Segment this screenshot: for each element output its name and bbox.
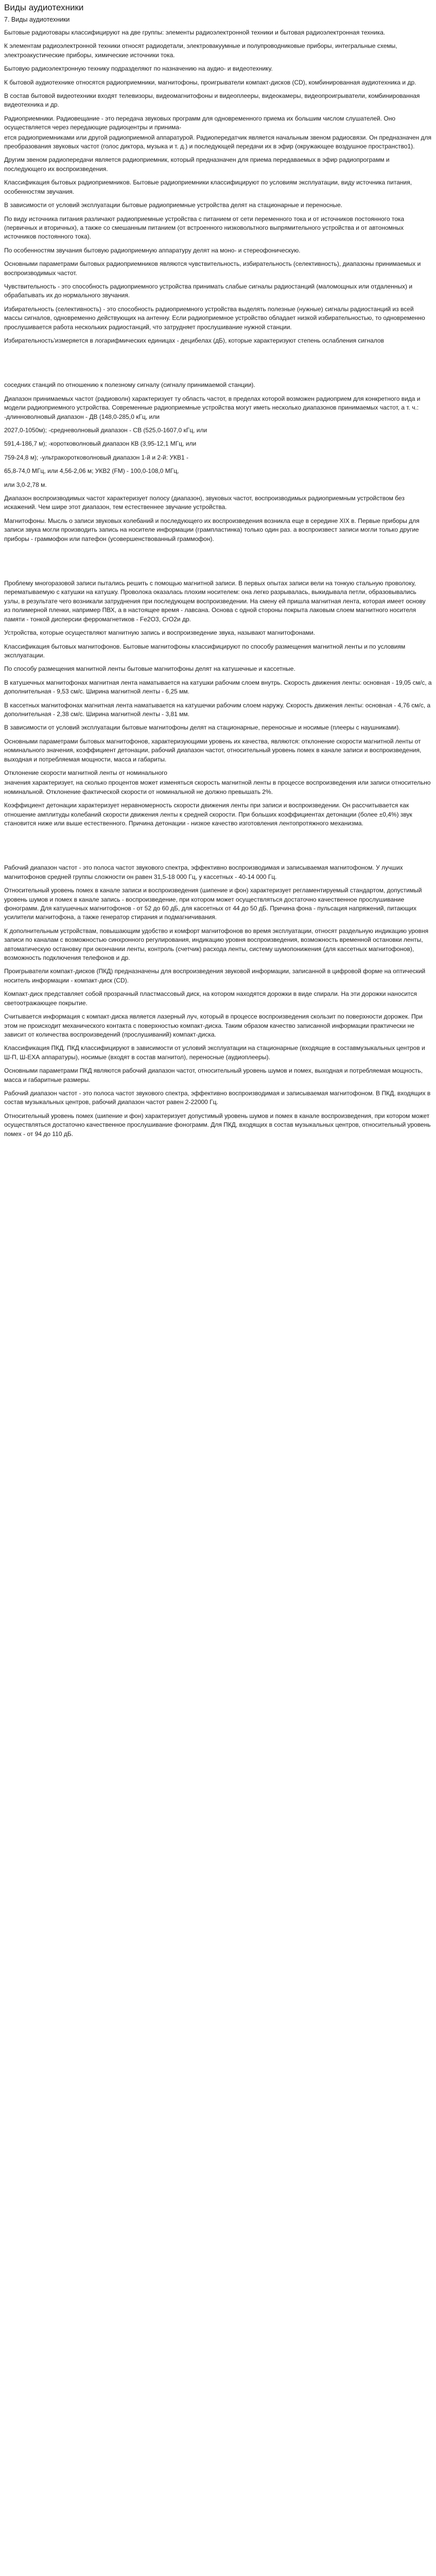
page-title: Виды аудиотехники <box>4 3 84 12</box>
paragraph: По способу размещения магнитной ленты бытовые магнитофоны делят на катушечные и кассетные. <box>4 665 295 673</box>
paragraph: значения характеризует, на сколько процентов может изменяться скорость магнитной ленты в процессе воспроизведения или записи относительно номинальной. Отклонение фактической скорости от номинальной не должно превышать 2%. <box>4 779 431 795</box>
paragraph: По особенностям звучания бытовую радиоприемную аппаратуру делят на моно- и стереофоническую. <box>4 246 301 254</box>
paragraph: Диапазон принимаемых частот (радиоволн) характеризует ту область частот, в пределах которой возможен радиоприем для конкретного вида и модели радиоприемного устройства. Современные радиоприемные устройства могут иметь несколько диапазонов принимаемых частот, а т. ч.: -длинноволновый диапазон - ДВ (148,0-285,0 кГц, или <box>4 395 421 420</box>
paragraph: Диапазон воспроизводимых частот характеризует полосу (диапазон), звуковых частот, воспроизводимых радиоприемным устройством без искажений. Чем шире этот диапазон, тем естественнее звучание устройства. <box>4 495 405 511</box>
section-heading: 7. Виды аудиотехники <box>4 16 70 23</box>
paragraph: Рабочий диапазон частот - это полоса частот звукового спектра, эффективно воспроизводимая и записываемая магнитофоном. В ПКД, входящих в состав музыкальных центров, рабочий диапазон частот равен 2-22000 Гц. <box>4 1089 431 1106</box>
paragraph: Основными параметрами бытовых магнитофонов, характеризующими уровень их качества, являются: отклонение скорости магнитной ленты от номинального значения, коэффициент детонации, рабочий диапазон частот, относительный уровень помех в канале записи и воспроизведения, выходная и потребляемая мощности, масса и габариты. <box>4 737 422 763</box>
paragraph: Классификация ПКД. ПКД классифицируют в зависимости от условий эксплуатации на стационарные (входящие в составмузыкальных центров и Ш-П, Ш-ЕХА аппаратуры), носимые (входят в состав магнитол), переносные (аудиоплееры). <box>4 1044 425 1061</box>
paragraph: Другим звеном радиопередачи является радиоприемник, который предназначен для приема передаваемых в эфир радиопрограмм и последующего их воспроизведения. <box>4 156 390 173</box>
section-b <box>4 381 432 544</box>
paragraph: Относительный уровень помех в канале записи и воспроизведения (шипение и фон) характеризует регламентируемый стандартом, допустимый уровень шумов и помех в канале запись - воспроизведение, при котором может осуществляться достаточно качественное прослушивание фонограмм. Для катушечных магнитофонов - от 52 до 60 дБ, для кассетных от 44 до 50 дБ. Причина фона - пульсация напряжений, питающих усилители магнитофона, а также генератор стирания и подмагничивания. <box>4 887 422 921</box>
document-page <box>0 0 436 1148</box>
paragraph: Проигрыватели компакт-дисков (ПКД) предназначены для воспроизведения звуковой информации, записанной в цифровой форме на оптический носитель информации - компакт-диск (CD). <box>4 968 426 984</box>
paragraph: Избирательность'измеряется в логарифмических единицах - децибелах (дБ), которые характеризуют степень ослабления сигналов <box>4 336 384 344</box>
paragraph: соседних станций по отношению к полезному сигналу (сигналу принимаемой станции). <box>4 381 255 389</box>
section-c <box>4 579 432 828</box>
paragraph: Коэффициент детонации характеризует неравномерность скорости движения ленты при записи и воспроизведении. Он рассчитывается как отношение амплитуды колебаний скорости движения ленты к средней скорости. При больших коэффициентах детонации (более ±0,4%) звук становится ниже или выше естественного. Причина детонации - низкое качество изготовления лентопротяжного механизма. <box>4 802 412 827</box>
paragraph: Основными параметрами бытовых радиоприемников являются чувствительность, избирательность (селективность), диапазоны принимаемых и воспроизводимых частот. <box>4 260 421 277</box>
paragraph: Избирательность (селективность) - это способность радиоприемного устройства выделять полезные (нужные) сигналы радиостанций из всей массы сигналов, одновременно действующих на антенну. Если радиоприемное устройство обладает низкой избирательностью, то одновременно прослушивается работа нескольких радиостанций, что затрудняет прослушивание нужной станции. <box>4 305 425 331</box>
paragraph: К бытовой аудиотехнике относятся радиоприемники, магнитофоны, проигрыватели компакт-дисков (CD), комбинированная аудиотехника и др. <box>4 78 416 86</box>
paragraph: К элементам радиоэлектронной техники относят радиодетали, электровакуумные и полупроводниковые приборы, интегральные схемы, электроакустические приборы, химические источники тока. <box>4 42 397 59</box>
paragraph: Считывается информация с компакт-диска является лазерный луч, который в процессе воспроизведения скользит по поверхности дорожек. При этом не происходит механического контакта с поверхностью компакт-диска. Таким образом качество записанной информации практически не зависит от количества воспроизведений (прослушиваний) компакт-диска. <box>4 1013 423 1038</box>
paragraph: В катушечных магнитофонах магнитная лента наматывается на катушки рабочим слоем внутрь. Скорость движения ленты: основная - 19,05 см/с, а дополнительная - 9,53 см/с. Ширина магнитной ленты - 6,25 мм. <box>4 679 432 696</box>
paragraph: 2027,0-1050м); -средневолновый диапазон - СВ (525,0-1607,0 кГц, или <box>4 427 207 434</box>
paragraph: Основными параметрами ПКД являются рабочий диапазон частот, относительный уровень шумов и помех, выходная и потребляемая мощность, масса и габаритные размеры. <box>4 1067 423 1083</box>
paragraph: В зависимости от условий эксплуатации бытовые магнитофоны делят на стационарные, переносные и носимые (плееры с наушниками). <box>4 724 400 732</box>
paragraph: 759-24,8 м); -ультракоротковолновый диапазон 1-й и 2-й: УКВ1 - <box>4 453 189 461</box>
paragraph: 591,4-186,7 м); -коротковолновый диапазон КВ (3,95-12,1 МГц, или <box>4 440 197 448</box>
paragraph: Рабочий диапазон частот - это полоса частот звукового спектра, эффективно воспроизводимая и записываемая магнитофоном. У лучших магнитофонов средней группы сложности он равен 31,5-18 000 Гц, у кассетных - 40-14 000 Гц. <box>4 864 403 880</box>
paragraph: Бытовую радиоэлектронную технику подразделяют по назначению на аудио- и видеотехнику. <box>4 65 273 73</box>
paragraph: Проблему многоразовой записи пытались решить с помощью магнитной записи. В первых опытах записи вели на тонкую стальную проволоку, перематываемую с катушки на катушку. Проволока оказалась плохим носителем: она легко разрывалась, выкидывала петли, образовывались узлы, в результате чего возникали затруднения при последующем воспроизведении. На смену ей пришла магнитная лента, которая имеет основу из полимерной пленки, например ПВХ, а в настоящее время - лавсана. Основа с одной стороны покрыта лаковым слоем магнитного носителя памяти - тонкой дисперсии ферромагнетиков - Fe2O3, CrO2и др. <box>4 580 426 623</box>
paragraph: В кассетных магнитофонах магнитная лента наматывается на катушечки рабочим слоем наружу. Скорость движения ленты: основная - 4,76 см/с, а дополнительная - 2,38 см/с. Ширина магнитной ленты - 3,81 мм. <box>4 701 431 718</box>
paragraph: Магнитофоны. Мысль о записи звуковых колебаний и последующего их воспроизведения возникла еще в середине XIX в. Первые приборы для записи звука могли производить запись на носителе информации (грампластинка) только один раз. а воспроизвест записи могли только другие приборы - граммофон или патефон (усовершенствованный граммофон). <box>4 517 420 543</box>
section-d <box>4 863 432 1139</box>
paragraph: Бытовые радиотовары классифицируют на две группы: элементы радиоэлектронной техники и бытовая радиоэлектронная техника. <box>4 29 386 36</box>
page-break-space <box>4 350 432 381</box>
paragraph: Относительный уровень помех (шипение и фон) характеризует допустимый уровень шумов и помех в канале воспроизведения, при котором может осуществляться достаточно качественное прослушивание фонограмм. Для ПКД, входящих в состав музыкальных центров, относительный уровень помех - от 94 до 110 дБ. <box>4 1112 431 1138</box>
paragraph: Радиоприемники. Радиовещание - это передача звуковых программ для одновременного приема их большим числом слушателей. Оно осуществляется через передающие радиоцентры и принима- <box>4 114 396 131</box>
paragraph: Устройства, которые осуществляют магнитную запись и воспроизведение звука, называют магнитофонами. <box>4 629 316 637</box>
paragraph: ется радиоприемниками или другой радиоприемной аппаратурой. Радиопередатчик является начальным звеном радиосвязи. Он предназначен для преобразования звуковых частот (голос диктора, музыка и т. д.) и последующей передачи их в эфир (окружающее воздушное пространство1). <box>4 133 432 150</box>
paragraph: Чувствительность - это способность радиоприемного устройства принимать слабые сигналы радиостанций (маломощных или отдаленных) и обрабатывать их до нормального звучания. <box>4 282 413 299</box>
paragraph: 65,8-74,0 МГц, или 4,56-2,06 м; УКВ2 (FM) - 100,0-108,0 МГц, <box>4 467 179 475</box>
paragraph: Классификация бытовых магнитофонов. Бытовые магнитофоны классифицируют по способу размещения магнитной ленты и по условиям эксплуатации. <box>4 642 406 659</box>
paragraph: По виду источника питания различают радиоприемные устройства с питанием от сети переменного тока и от источников постоянного тока (первичных и вторичных), а также со смешанным питанием (от встроенного низковольтного выпрямительного устройства и от автономных источников постоянного тока). <box>4 215 405 241</box>
paragraph: Классификация бытовых радиоприемников. Бытовые радиоприемники классифицируют по условиям эксплуатации, виду источника питания, особенностям звучания. <box>4 179 412 195</box>
page-break-space <box>4 833 432 863</box>
paragraph: В состав бытовой видеотехники входят телевизоры, видеомагнитофоны и видеоплееры, видеокамеры, видеопроигрыватели, комбинированная видеотехника и др. <box>4 92 420 109</box>
paragraph: или 3,0-2,78 м. <box>4 481 47 488</box>
page-break-space <box>4 548 432 579</box>
paragraph: Компакт-диск представляет собой прозрачный пластмассовый диск, на котором находятся дорожки в виде спирали. На эти дорожки наносится светоотражающее покрытие. <box>4 990 417 1007</box>
section-a <box>4 28 432 345</box>
paragraph: В зависимости от условий эксплуатации бытовые радиоприемные устройства делят на стационарные и переносные. <box>4 201 343 209</box>
paragraph: К дополнительным устройствам, повышающим удобство и комфорт магнитофонов во время эксплуатации, относят раздельную индикацию уровня записи по каналам с возможностью синхронного регулирования, индикацию уровня воспроизведения, возможность временной остановки ленты, автоматическую остановку при окончании ленты, контроль (счетчик) расхода ленты, систему шумопонижения (для кассетных магнитофонов), возможность подключения телефонов и др. <box>4 927 429 962</box>
paragraph: Отклонение скорости магнитной ленты от номинального <box>4 769 167 776</box>
